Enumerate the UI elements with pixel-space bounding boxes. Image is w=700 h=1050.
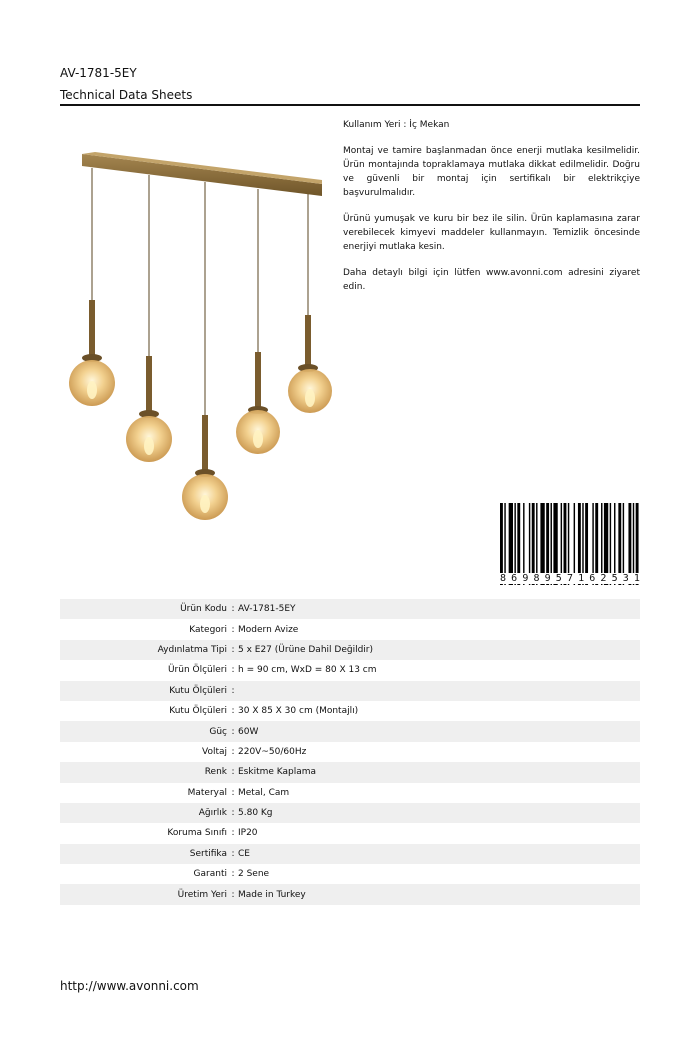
spec-row bbox=[60, 844, 640, 864]
cleaning-paragraph: Ürünü yumuşak ve kuru bir bez ile silin. Ürün kaplamasına zarar verebilecek kimyevi maddeler kullanmayın. Temizlik öncesinde enerjiyi mutlaka kesin. bbox=[343, 214, 640, 252]
spec-row bbox=[60, 599, 640, 619]
spec-separator: : bbox=[231, 828, 235, 839]
spec-value: IP20 bbox=[238, 828, 258, 839]
spec-separator: : bbox=[231, 746, 235, 757]
chandelier-product-image bbox=[60, 140, 340, 540]
spec-separator: : bbox=[231, 889, 235, 900]
spec-label: Üretim Yeri bbox=[177, 889, 227, 900]
spec-label: Kutu Ölçüleri bbox=[169, 685, 227, 696]
spec-label: Sertifika bbox=[189, 848, 227, 859]
spec-separator: : bbox=[231, 787, 235, 798]
spec-value: 30 X 85 X 30 cm (Montajlı) bbox=[238, 706, 359, 717]
spec-value: 220V~50/60Hz bbox=[238, 746, 307, 757]
product-code-heading: AV-1781-5EY bbox=[60, 66, 137, 80]
spec-separator: : bbox=[231, 624, 235, 635]
usage-location: Kullanım Yeri : İç Mekan bbox=[343, 120, 450, 130]
spec-label: Güç bbox=[209, 726, 227, 737]
spec-row bbox=[60, 823, 640, 843]
spec-separator: : bbox=[231, 665, 235, 676]
spec-label: Kategori bbox=[189, 624, 227, 635]
barcode-digit: 9 bbox=[544, 573, 551, 584]
barcode-digit: 5 bbox=[555, 573, 562, 584]
spec-row bbox=[60, 762, 640, 782]
spec-row bbox=[60, 884, 640, 904]
spec-value: 2 Sene bbox=[238, 869, 270, 880]
spec-row bbox=[60, 721, 640, 741]
spec-label: Ağırlık bbox=[198, 808, 227, 819]
spec-row bbox=[60, 742, 640, 762]
barcode-digit: 1 bbox=[633, 573, 640, 584]
barcode-digit: 8 bbox=[533, 573, 540, 584]
spec-separator: : bbox=[231, 869, 235, 880]
pendant-lamp bbox=[126, 175, 172, 462]
spec-label: Materyal bbox=[187, 787, 227, 798]
barcode-digit: 7 bbox=[566, 573, 573, 584]
barcode-digit: 3 bbox=[622, 573, 629, 584]
spec-value: 60W bbox=[238, 726, 259, 737]
ceiling-canopy-bar bbox=[82, 154, 322, 196]
spec-value: Made in Turkey bbox=[238, 889, 306, 900]
barcode-digits bbox=[500, 573, 640, 584]
spec-separator: : bbox=[231, 604, 235, 615]
spec-value: h = 90 cm, WxD = 80 X 13 cm bbox=[238, 665, 377, 676]
spec-value: Modern Avize bbox=[238, 624, 299, 635]
barcode-digit: 2 bbox=[600, 573, 607, 584]
spec-row bbox=[60, 619, 640, 639]
barcode-digit: 1 bbox=[578, 573, 585, 584]
spec-label: Aydınlatma Tipi bbox=[157, 644, 227, 655]
spec-row bbox=[60, 660, 640, 680]
barcode-digit: 6 bbox=[589, 573, 596, 584]
spec-label: Koruma Sınıfı bbox=[167, 828, 227, 839]
document-subtitle: Technical Data Sheets bbox=[60, 88, 193, 102]
pendant-lamp bbox=[236, 189, 280, 454]
spec-value: Eskitme Kaplama bbox=[238, 767, 317, 778]
spec-value: AV-1781-5EY bbox=[238, 604, 296, 615]
specification-table bbox=[60, 599, 640, 905]
barcode-digit: 5 bbox=[611, 573, 618, 584]
footer-website-link[interactable]: http://www.avonni.com bbox=[60, 979, 199, 993]
spec-value: Metal, Cam bbox=[238, 787, 290, 798]
spec-row bbox=[60, 701, 640, 721]
website-paragraph: Daha detaylı bilgi için lütfen www.avonni.com adresini ziyaret edin. bbox=[343, 268, 640, 292]
spec-row bbox=[60, 864, 640, 884]
spec-label: Ürün Ölçüleri bbox=[167, 665, 227, 676]
barcode-digit: 8 bbox=[500, 573, 507, 584]
pendant-lamp bbox=[69, 168, 115, 406]
spec-separator: : bbox=[231, 808, 235, 819]
spec-label: Kutu Ölçüleri bbox=[169, 706, 227, 717]
spec-separator: : bbox=[231, 644, 235, 655]
spec-row bbox=[60, 783, 640, 803]
spec-separator: : bbox=[231, 726, 235, 737]
spec-value: 5 x E27 (Ürüne Dahil Değildir) bbox=[238, 644, 373, 655]
spec-separator: : bbox=[231, 848, 235, 859]
barcode-digit: 6 bbox=[511, 573, 518, 584]
header-divider bbox=[60, 104, 640, 106]
spec-separator: : bbox=[231, 685, 235, 696]
barcode-digit: 9 bbox=[522, 573, 529, 584]
pendant-lamp bbox=[182, 182, 228, 520]
spec-label: Garanti bbox=[193, 869, 227, 880]
spec-label: Renk bbox=[204, 767, 227, 778]
spec-value: 5.80 Kg bbox=[238, 808, 273, 819]
spec-row bbox=[60, 681, 640, 701]
spec-label: Ürün Kodu bbox=[180, 604, 227, 615]
spec-separator: : bbox=[231, 706, 235, 717]
spec-label: Voltaj bbox=[201, 746, 227, 757]
safety-paragraph: Montaj ve tamire başlanmadan önce enerji mutlaka kesilmelidir. Ürün montajında topraklamaya mutlaka dikkat edilmelidir. Doğru ve güvenli bir montaj için sertifikalı bir elektrikçiye başvurulmalıdır. bbox=[343, 146, 640, 198]
spec-row bbox=[60, 640, 640, 660]
pendant-lamp bbox=[288, 194, 332, 413]
product-info-block bbox=[343, 118, 640, 306]
spec-value: CE bbox=[238, 848, 250, 859]
spec-separator: : bbox=[231, 767, 235, 778]
spec-row bbox=[60, 803, 640, 823]
